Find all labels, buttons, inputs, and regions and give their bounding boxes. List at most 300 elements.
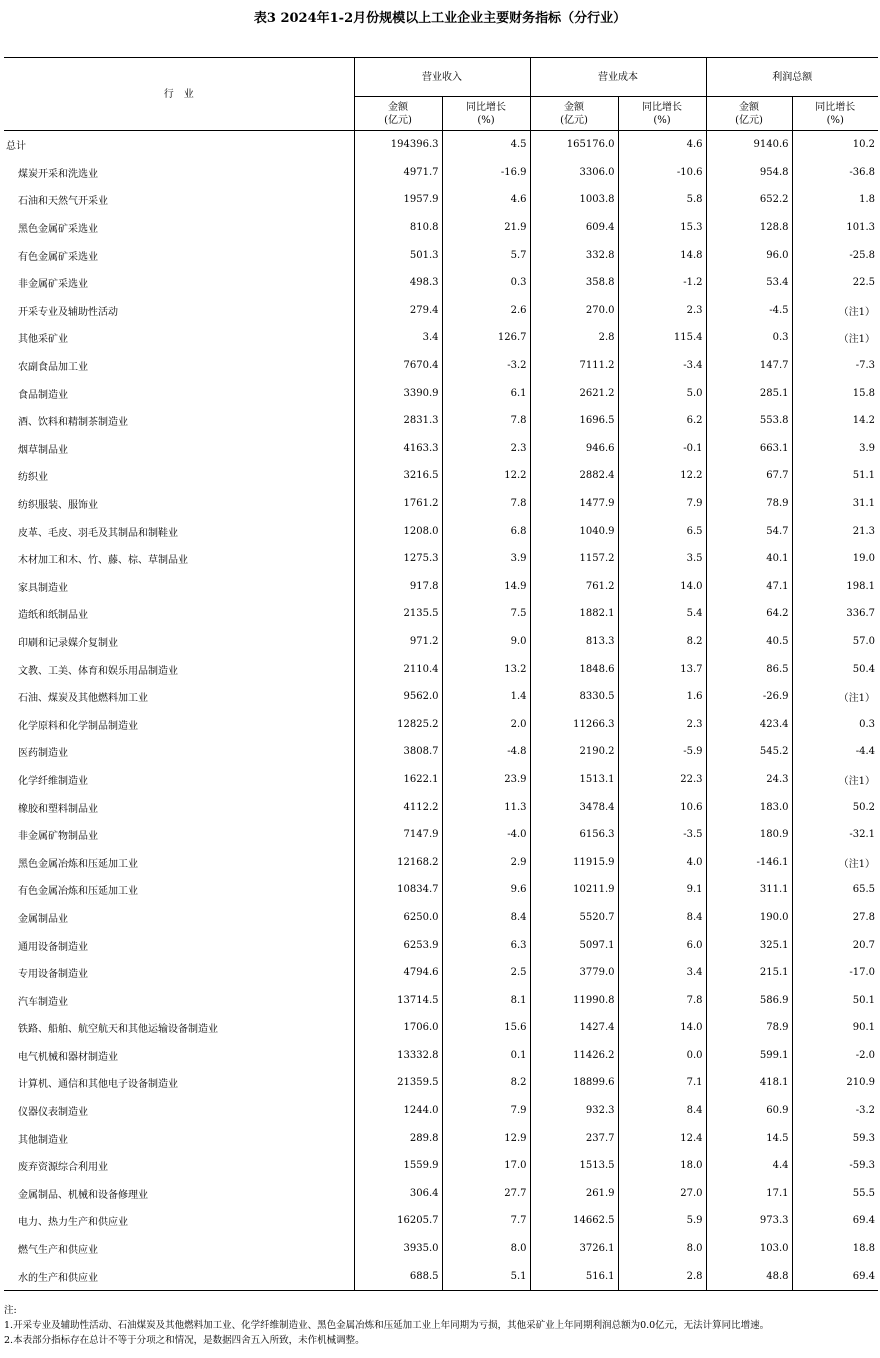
cost-growth: 1.6 xyxy=(618,683,706,711)
cost-growth: -3.5 xyxy=(618,821,706,849)
profit-amount: 103.0 xyxy=(706,1235,792,1263)
cost-growth: 12.4 xyxy=(618,1124,706,1152)
table-row xyxy=(4,1124,878,1152)
industry-name: 专用设备制造业 xyxy=(18,969,88,981)
cost-growth: 115.4 xyxy=(618,324,706,352)
revenue-growth: 126.7 xyxy=(442,324,530,352)
revenue-amount: 3935.0 xyxy=(354,1235,442,1263)
revenue-amount: 2110.4 xyxy=(354,655,442,683)
cost-amount: 6156.3 xyxy=(530,821,618,849)
profit-amount: 47.1 xyxy=(706,573,792,601)
table-row xyxy=(4,573,878,601)
revenue-amount: 194396.3 xyxy=(354,131,442,159)
profit-amount: 311.1 xyxy=(706,876,792,904)
cost-amount: 18899.6 xyxy=(530,1069,618,1097)
profit-growth: -2.0 xyxy=(792,1042,878,1070)
industry-name: 印刷和记录媒介复制业 xyxy=(18,637,118,649)
profit-growth: 18.8 xyxy=(792,1235,878,1263)
industry-name: 橡胶和塑料制品业 xyxy=(18,803,98,815)
cost-amount: 813.3 xyxy=(530,628,618,656)
profit-growth: 336.7 xyxy=(792,600,878,628)
industry-name: 电气机械和器材制造业 xyxy=(18,1051,118,1063)
cost-growth: 2.3 xyxy=(618,297,706,325)
profit-growth: （注1） xyxy=(792,683,878,711)
revenue-growth: 5.7 xyxy=(442,241,530,269)
industry-name: 金属制品业 xyxy=(18,913,68,925)
table-row xyxy=(4,793,878,821)
industry-name: 铁路、船舶、航空航天和其他运输设备制造业 xyxy=(18,1024,218,1036)
industry-name: 燃气生产和供应业 xyxy=(18,1245,98,1257)
header-amount: 金额 (亿元) xyxy=(354,97,442,131)
industry-name: 有色金属冶炼和压延加工业 xyxy=(18,886,138,898)
profit-amount: 545.2 xyxy=(706,738,792,766)
table-row xyxy=(4,959,878,987)
cost-amount: 1003.8 xyxy=(530,186,618,214)
cost-amount: 2882.4 xyxy=(530,462,618,490)
revenue-amount: 6250.0 xyxy=(354,904,442,932)
profit-growth: 31.1 xyxy=(792,490,878,518)
table-row xyxy=(4,710,878,738)
cost-growth: 0.0 xyxy=(618,1042,706,1070)
profit-growth: 50.1 xyxy=(792,986,878,1014)
revenue-amount: 16205.7 xyxy=(354,1207,442,1235)
revenue-growth: 6.1 xyxy=(442,379,530,407)
table-row xyxy=(4,876,878,904)
revenue-growth: 4.5 xyxy=(442,131,530,159)
profit-amount: 96.0 xyxy=(706,241,792,269)
industry-name: 仪器仪表制造业 xyxy=(18,1107,88,1119)
note-2: 2.本表部分指标存在总计不等于分项之和情况，是数据四舍五入所致，未作机械调整。 xyxy=(4,1335,365,1346)
profit-growth: -32.1 xyxy=(792,821,878,849)
cost-amount: 609.4 xyxy=(530,214,618,242)
industry-name: 皮革、毛皮、羽毛及其制品和制鞋业 xyxy=(18,527,178,539)
cost-growth: 7.8 xyxy=(618,986,706,1014)
cost-growth: 7.9 xyxy=(618,490,706,518)
revenue-growth: 2.6 xyxy=(442,297,530,325)
header-growth: 同比增长 (%) xyxy=(442,97,530,131)
revenue-amount: 1244.0 xyxy=(354,1097,442,1125)
revenue-growth: 8.4 xyxy=(442,904,530,932)
table-row xyxy=(4,1014,878,1042)
cost-amount: 516.1 xyxy=(530,1262,618,1290)
profit-growth: 20.7 xyxy=(792,931,878,959)
profit-growth: 69.4 xyxy=(792,1207,878,1235)
cost-amount: 1157.2 xyxy=(530,545,618,573)
revenue-amount: 3808.7 xyxy=(354,738,442,766)
revenue-amount: 13714.5 xyxy=(354,986,442,1014)
cost-growth: 22.3 xyxy=(618,766,706,794)
table-row xyxy=(4,1235,878,1263)
revenue-growth: 2.5 xyxy=(442,959,530,987)
cost-growth: 4.6 xyxy=(618,131,706,159)
profit-amount: 9140.6 xyxy=(706,131,792,159)
revenue-amount: 13332.8 xyxy=(354,1042,442,1070)
cost-amount: 332.8 xyxy=(530,241,618,269)
revenue-growth: 1.4 xyxy=(442,683,530,711)
industry-name: 煤炭开采和洗选业 xyxy=(18,168,98,180)
profit-growth: 198.1 xyxy=(792,573,878,601)
cost-amount: 2.8 xyxy=(530,324,618,352)
industry-name: 金属制品、机械和设备修理业 xyxy=(18,1189,148,1201)
cost-amount: 14662.5 xyxy=(530,1207,618,1235)
table-row xyxy=(4,159,878,187)
revenue-growth: 21.9 xyxy=(442,214,530,242)
profit-amount: 0.3 xyxy=(706,324,792,352)
industry-name: 通用设备制造业 xyxy=(18,941,88,953)
profit-growth: 51.1 xyxy=(792,462,878,490)
table-row xyxy=(4,214,878,242)
revenue-amount: 4794.6 xyxy=(354,959,442,987)
table-row xyxy=(4,931,878,959)
header-cost: 营业成本 xyxy=(530,58,706,97)
cost-growth: 6.2 xyxy=(618,407,706,435)
table-row xyxy=(4,490,878,518)
cost-growth: 14.8 xyxy=(618,241,706,269)
notes-label: 注: xyxy=(4,1305,17,1316)
cost-growth: 15.3 xyxy=(618,214,706,242)
profit-amount: 78.9 xyxy=(706,490,792,518)
industry-name: 石油和天然气开采业 xyxy=(18,196,108,208)
cost-growth: 4.0 xyxy=(618,848,706,876)
profit-growth: 14.2 xyxy=(792,407,878,435)
profit-growth: -36.8 xyxy=(792,159,878,187)
profit-growth: -7.3 xyxy=(792,352,878,380)
profit-growth: -4.4 xyxy=(792,738,878,766)
profit-amount: 325.1 xyxy=(706,931,792,959)
table-row xyxy=(4,1180,878,1208)
industry-name: 废弃资源综合利用业 xyxy=(18,1162,108,1174)
cost-amount: 1513.5 xyxy=(530,1152,618,1180)
industry-name: 其他制造业 xyxy=(18,1134,68,1146)
profit-amount: 147.7 xyxy=(706,352,792,380)
revenue-growth: 2.0 xyxy=(442,710,530,738)
revenue-amount: 289.8 xyxy=(354,1124,442,1152)
cost-growth: 8.2 xyxy=(618,628,706,656)
profit-amount: 215.1 xyxy=(706,959,792,987)
table-row xyxy=(4,186,878,214)
cost-growth: -10.6 xyxy=(618,159,706,187)
profit-amount: 190.0 xyxy=(706,904,792,932)
cost-growth: 3.5 xyxy=(618,545,706,573)
cost-amount: 11915.9 xyxy=(530,848,618,876)
revenue-growth: 8.1 xyxy=(442,986,530,1014)
profit-growth: （注1） xyxy=(792,297,878,325)
profit-amount: -26.9 xyxy=(706,683,792,711)
industry-name: 黑色金属冶炼和压延加工业 xyxy=(18,858,138,870)
revenue-amount: 3.4 xyxy=(354,324,442,352)
table-row xyxy=(4,1042,878,1070)
table-row xyxy=(4,352,878,380)
profit-amount: 954.8 xyxy=(706,159,792,187)
cost-growth: 8.0 xyxy=(618,1235,706,1263)
revenue-amount: 7670.4 xyxy=(354,352,442,380)
profit-growth: 65.5 xyxy=(792,876,878,904)
profit-amount: 418.1 xyxy=(706,1069,792,1097)
profit-growth: 3.9 xyxy=(792,435,878,463)
profit-growth: 50.2 xyxy=(792,793,878,821)
revenue-growth: 12.9 xyxy=(442,1124,530,1152)
revenue-amount: 2831.3 xyxy=(354,407,442,435)
industry-name: 石油、煤炭及其他燃料加工业 xyxy=(18,693,148,705)
revenue-growth: 7.8 xyxy=(442,490,530,518)
revenue-growth: 2.9 xyxy=(442,848,530,876)
cost-amount: 165176.0 xyxy=(530,131,618,159)
revenue-growth: 27.7 xyxy=(442,1180,530,1208)
table-row xyxy=(4,379,878,407)
revenue-amount: 279.4 xyxy=(354,297,442,325)
revenue-amount: 1622.1 xyxy=(354,766,442,794)
revenue-growth: 7.9 xyxy=(442,1097,530,1125)
table-row xyxy=(4,269,878,297)
footnotes xyxy=(4,1303,878,1348)
table-row xyxy=(4,628,878,656)
financial-indicators-table xyxy=(4,57,878,1291)
revenue-growth: 14.9 xyxy=(442,573,530,601)
cost-growth: 8.4 xyxy=(618,1097,706,1125)
profit-amount: 86.5 xyxy=(706,655,792,683)
cost-amount: 261.9 xyxy=(530,1180,618,1208)
revenue-growth: -4.0 xyxy=(442,821,530,849)
cost-amount: 5097.1 xyxy=(530,931,618,959)
profit-amount: 553.8 xyxy=(706,407,792,435)
profit-amount: 40.1 xyxy=(706,545,792,573)
table-row xyxy=(4,738,878,766)
industry-name: 纺织业 xyxy=(18,472,48,484)
cost-amount: 3478.4 xyxy=(530,793,618,821)
table-row xyxy=(4,655,878,683)
profit-growth: -25.8 xyxy=(792,241,878,269)
profit-growth: 15.8 xyxy=(792,379,878,407)
table-row xyxy=(4,848,878,876)
profit-amount: 4.4 xyxy=(706,1152,792,1180)
header-amount: 金额 (亿元) xyxy=(530,97,618,131)
revenue-growth: -16.9 xyxy=(442,159,530,187)
revenue-growth: 9.0 xyxy=(442,628,530,656)
profit-amount: 599.1 xyxy=(706,1042,792,1070)
industry-name: 化学原料和化学制品制造业 xyxy=(18,720,138,732)
profit-growth: 10.2 xyxy=(792,131,878,159)
revenue-growth: 7.8 xyxy=(442,407,530,435)
table-body xyxy=(4,131,878,1291)
profit-amount: 180.9 xyxy=(706,821,792,849)
profit-amount: 183.0 xyxy=(706,793,792,821)
industry-name: 电力、热力生产和供应业 xyxy=(18,1217,128,1229)
revenue-amount: 3390.9 xyxy=(354,379,442,407)
table-row xyxy=(4,1207,878,1235)
revenue-growth: -3.2 xyxy=(442,352,530,380)
industry-name: 黑色金属矿采选业 xyxy=(18,224,98,236)
industry-name: 食品制造业 xyxy=(18,389,68,401)
profit-amount: 285.1 xyxy=(706,379,792,407)
cost-growth: -1.2 xyxy=(618,269,706,297)
cost-amount: 11426.2 xyxy=(530,1042,618,1070)
cost-growth: 5.8 xyxy=(618,186,706,214)
revenue-amount: 810.8 xyxy=(354,214,442,242)
revenue-amount: 4112.2 xyxy=(354,793,442,821)
cost-amount: 11266.3 xyxy=(530,710,618,738)
industry-name: 其他采矿业 xyxy=(18,334,68,346)
cost-growth: 18.0 xyxy=(618,1152,706,1180)
industry-name: 开采专业及辅助性活动 xyxy=(18,306,118,318)
revenue-growth: 23.9 xyxy=(442,766,530,794)
cost-amount: 1696.5 xyxy=(530,407,618,435)
profit-growth: 22.5 xyxy=(792,269,878,297)
cost-growth: 5.9 xyxy=(618,1207,706,1235)
revenue-amount: 21359.5 xyxy=(354,1069,442,1097)
profit-amount: 652.2 xyxy=(706,186,792,214)
profit-amount: 60.9 xyxy=(706,1097,792,1125)
profit-amount: 14.5 xyxy=(706,1124,792,1152)
profit-amount: 17.1 xyxy=(706,1180,792,1208)
industry-name: 医药制造业 xyxy=(18,748,68,760)
cost-amount: 3726.1 xyxy=(530,1235,618,1263)
cost-amount: 5520.7 xyxy=(530,904,618,932)
revenue-amount: 1559.9 xyxy=(354,1152,442,1180)
revenue-amount: 1275.3 xyxy=(354,545,442,573)
table-row xyxy=(4,1097,878,1125)
industry-name: 非金属矿物制品业 xyxy=(18,831,98,843)
header-revenue: 营业收入 xyxy=(354,58,530,97)
revenue-growth: 6.3 xyxy=(442,931,530,959)
table-row xyxy=(4,435,878,463)
cost-amount: 8330.5 xyxy=(530,683,618,711)
revenue-growth: 5.1 xyxy=(442,1262,530,1290)
revenue-growth: 3.9 xyxy=(442,545,530,573)
profit-growth: 90.1 xyxy=(792,1014,878,1042)
cost-growth: 8.4 xyxy=(618,904,706,932)
industry-name: 纺织服装、服饰业 xyxy=(18,500,98,512)
table-row xyxy=(4,600,878,628)
cost-amount: 10211.9 xyxy=(530,876,618,904)
revenue-amount: 2135.5 xyxy=(354,600,442,628)
industry-name: 农副食品加工业 xyxy=(18,362,88,374)
industry-name: 计算机、通信和其他电子设备制造业 xyxy=(18,1079,178,1091)
cost-amount: 1513.1 xyxy=(530,766,618,794)
revenue-growth: 15.6 xyxy=(442,1014,530,1042)
profit-amount: -146.1 xyxy=(706,848,792,876)
table-title: 表3 2024年1-2月份规模以上工业企业主要财务指标（分行业） xyxy=(253,11,627,26)
profit-amount: 40.5 xyxy=(706,628,792,656)
table-row xyxy=(4,462,878,490)
revenue-amount: 4163.3 xyxy=(354,435,442,463)
cost-growth: -5.9 xyxy=(618,738,706,766)
revenue-amount: 1957.9 xyxy=(354,186,442,214)
cost-growth: 5.4 xyxy=(618,600,706,628)
profit-amount: 423.4 xyxy=(706,710,792,738)
table-row xyxy=(4,324,878,352)
revenue-growth: 7.7 xyxy=(442,1207,530,1235)
cost-amount: 1882.1 xyxy=(530,600,618,628)
profit-growth: 19.0 xyxy=(792,545,878,573)
cost-amount: 270.0 xyxy=(530,297,618,325)
cost-growth: 2.3 xyxy=(618,710,706,738)
profit-amount: 586.9 xyxy=(706,986,792,1014)
revenue-amount: 12168.2 xyxy=(354,848,442,876)
cost-amount: 1848.6 xyxy=(530,655,618,683)
revenue-amount: 6253.9 xyxy=(354,931,442,959)
cost-growth: 5.0 xyxy=(618,379,706,407)
cost-growth: 6.5 xyxy=(618,517,706,545)
revenue-growth: 2.3 xyxy=(442,435,530,463)
industry-name: 化学纤维制造业 xyxy=(18,775,88,787)
revenue-amount: 10834.7 xyxy=(354,876,442,904)
cost-amount: 1477.9 xyxy=(530,490,618,518)
industry-name: 烟草制品业 xyxy=(18,444,68,456)
revenue-amount: 688.5 xyxy=(354,1262,442,1290)
table-row xyxy=(4,766,878,794)
revenue-growth: 11.3 xyxy=(442,793,530,821)
cost-growth: -3.4 xyxy=(618,352,706,380)
table-row xyxy=(4,1152,878,1180)
industry-name: 造纸和纸制品业 xyxy=(18,610,88,622)
financial-table-container xyxy=(4,57,878,1291)
revenue-growth: 13.2 xyxy=(442,655,530,683)
cost-growth: 14.0 xyxy=(618,573,706,601)
table-row xyxy=(4,1069,878,1097)
profit-growth: -17.0 xyxy=(792,959,878,987)
revenue-amount: 917.8 xyxy=(354,573,442,601)
revenue-amount: 1761.2 xyxy=(354,490,442,518)
revenue-growth: 17.0 xyxy=(442,1152,530,1180)
profit-amount: 64.2 xyxy=(706,600,792,628)
revenue-amount: 306.4 xyxy=(354,1180,442,1208)
revenue-amount: 501.3 xyxy=(354,241,442,269)
cost-amount: 237.7 xyxy=(530,1124,618,1152)
industry-name: 文教、工美、体育和娱乐用品制造业 xyxy=(18,665,178,677)
cost-growth: 14.0 xyxy=(618,1014,706,1042)
profit-growth: 0.3 xyxy=(792,710,878,738)
revenue-growth: -4.8 xyxy=(442,738,530,766)
revenue-amount: 4971.7 xyxy=(354,159,442,187)
cost-amount: 2621.2 xyxy=(530,379,618,407)
profit-amount: 973.3 xyxy=(706,1207,792,1235)
header-growth: 同比增长 (%) xyxy=(792,97,878,131)
profit-amount: -4.5 xyxy=(706,297,792,325)
cost-growth: 2.8 xyxy=(618,1262,706,1290)
table-row xyxy=(4,241,878,269)
cost-growth: 7.1 xyxy=(618,1069,706,1097)
header-profit: 利润总额 xyxy=(706,58,878,97)
industry-name: 酒、饮料和精制茶制造业 xyxy=(18,417,128,429)
revenue-amount: 1208.0 xyxy=(354,517,442,545)
cost-amount: 2190.2 xyxy=(530,738,618,766)
revenue-growth: 8.0 xyxy=(442,1235,530,1263)
revenue-amount: 971.2 xyxy=(354,628,442,656)
cost-amount: 932.3 xyxy=(530,1097,618,1125)
profit-amount: 67.7 xyxy=(706,462,792,490)
profit-growth: 50.4 xyxy=(792,655,878,683)
cost-growth: 3.4 xyxy=(618,959,706,987)
revenue-amount: 12825.2 xyxy=(354,710,442,738)
profit-growth: （注1） xyxy=(792,848,878,876)
revenue-amount: 7147.9 xyxy=(354,821,442,849)
revenue-amount: 498.3 xyxy=(354,269,442,297)
cost-growth: 10.6 xyxy=(618,793,706,821)
cost-amount: 3779.0 xyxy=(530,959,618,987)
revenue-growth: 0.1 xyxy=(442,1042,530,1070)
profit-amount: 54.7 xyxy=(706,517,792,545)
table-row xyxy=(4,986,878,1014)
profit-amount: 663.1 xyxy=(706,435,792,463)
cost-amount: 7111.2 xyxy=(530,352,618,380)
profit-growth: （注1） xyxy=(792,324,878,352)
table-row xyxy=(4,297,878,325)
cost-amount: 946.6 xyxy=(530,435,618,463)
revenue-amount: 9562.0 xyxy=(354,683,442,711)
revenue-growth: 9.6 xyxy=(442,876,530,904)
header-amount: 金额 (亿元) xyxy=(706,97,792,131)
profit-growth: -59.3 xyxy=(792,1152,878,1180)
